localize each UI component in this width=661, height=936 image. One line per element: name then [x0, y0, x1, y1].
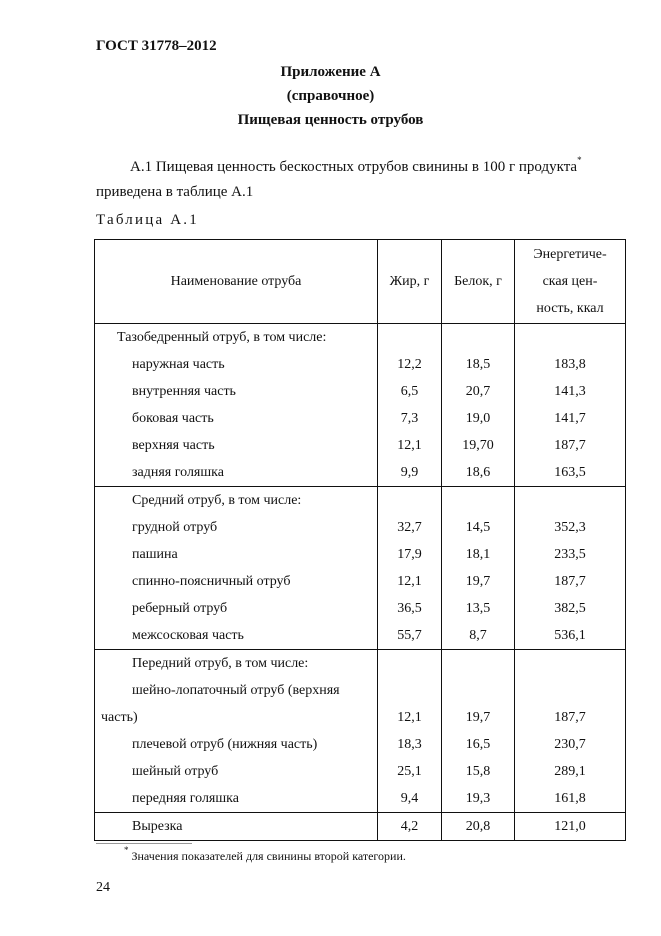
energy-value: 536,1 [515, 622, 626, 650]
header-energy-line-3: ность, ккал [536, 301, 604, 316]
protein-value: 19,70 [442, 432, 515, 459]
fat-value: 9,4 [378, 785, 442, 813]
energy-value: 187,7 [515, 704, 626, 731]
table-row [95, 758, 626, 785]
group-title-row [95, 487, 626, 515]
appendix-note: (справочное) [286, 88, 375, 104]
nutrition-table [94, 239, 626, 841]
protein-value: 19,3 [442, 785, 515, 813]
table-header-row [95, 240, 626, 324]
footnote-reference: * [577, 155, 582, 165]
cut-name: плечевой отруб (нижняя часть) [95, 731, 378, 758]
group-title-row [95, 324, 626, 352]
cut-name: Вырезка [95, 813, 378, 841]
cut-name: передняя голяшка [95, 785, 378, 813]
footnote-text: Значения показателей для свинины второй категории. [131, 849, 406, 863]
protein-value: 16,5 [442, 731, 515, 758]
table-row [95, 731, 626, 758]
protein-value: 19,7 [442, 704, 515, 731]
footnote [124, 847, 406, 864]
protein-value: 20,8 [442, 813, 515, 841]
group-title-row [95, 650, 626, 678]
group-tenderloin [95, 813, 626, 841]
cut-name: верхняя часть [95, 432, 378, 459]
group-hind [95, 324, 626, 487]
table-row [95, 459, 626, 487]
cut-name: задняя голяшка [95, 459, 378, 487]
fat-value: 25,1 [378, 758, 442, 785]
fat-value: 12,2 [378, 351, 442, 378]
fat-value: 17,9 [378, 541, 442, 568]
fat-value: 4,2 [378, 813, 442, 841]
appendix-title: Пищевая ценность отрубов [237, 112, 424, 128]
document-code: ГОСТ 31778–2012 [96, 38, 217, 54]
cut-name: реберный отруб [95, 595, 378, 622]
paragraph-text: А.1 Пищевая ценность бескостных отрубов свинины в 100 г продукта [130, 159, 578, 175]
table-row [95, 514, 626, 541]
cut-name: шейный отруб [95, 758, 378, 785]
group-middle [95, 487, 626, 650]
cut-name: спинно-поясничный отруб [95, 568, 378, 595]
energy-value: 161,8 [515, 785, 626, 813]
fat-value: 12,1 [378, 432, 442, 459]
table-row [95, 405, 626, 432]
fat-value: 7,3 [378, 405, 442, 432]
protein-value: 20,7 [442, 378, 515, 405]
energy-value: 187,7 [515, 432, 626, 459]
energy-value: 121,0 [515, 813, 626, 841]
footnote-mark: * [124, 845, 129, 855]
table-row [95, 432, 626, 459]
cut-name: грудной отруб [95, 514, 378, 541]
group-title: Средний отруб, в том числе: [95, 487, 378, 515]
fat-value: 32,7 [378, 514, 442, 541]
table-caption: Таблица А.1 [96, 212, 199, 228]
protein-value: 19,7 [442, 568, 515, 595]
energy-value: 289,1 [515, 758, 626, 785]
group-title: Тазобедренный отруб, в том числе: [95, 324, 378, 352]
appendix-label: Приложение А [280, 64, 381, 80]
group-title: Передний отруб, в том числе: [95, 650, 378, 678]
header-energy [515, 240, 626, 324]
group-front [95, 650, 626, 813]
table-row [95, 813, 626, 841]
protein-value: 18,1 [442, 541, 515, 568]
protein-value: 15,8 [442, 758, 515, 785]
cut-name: межсосковая часть [95, 622, 378, 650]
page-number: 24 [96, 880, 110, 895]
fat-value: 18,3 [378, 731, 442, 758]
footnote-divider [96, 843, 192, 844]
fat-value: 9,9 [378, 459, 442, 487]
paragraph-line-1 [130, 157, 582, 176]
energy-value: 141,3 [515, 378, 626, 405]
cut-name: наружная часть [95, 351, 378, 378]
protein-value: 13,5 [442, 595, 515, 622]
table-row [95, 622, 626, 650]
fat-value: 36,5 [378, 595, 442, 622]
energy-value: 233,5 [515, 541, 626, 568]
fat-value: 12,1 [378, 704, 442, 731]
table-row [95, 351, 626, 378]
protein-value: 14,5 [442, 514, 515, 541]
protein-value: 19,0 [442, 405, 515, 432]
energy-value: 352,3 [515, 514, 626, 541]
cut-name: внутренняя часть [95, 378, 378, 405]
cut-name: пашина [95, 541, 378, 568]
table-row-wrapped-first [95, 677, 626, 704]
energy-value: 163,5 [515, 459, 626, 487]
protein-value: 8,7 [442, 622, 515, 650]
header-fat: Жир, г [378, 240, 442, 324]
fat-value: 55,7 [378, 622, 442, 650]
table-row [95, 595, 626, 622]
cut-name-line-1: шейно-лопаточный отруб (верхняя [95, 677, 378, 704]
header-energy-line-1: Энергетиче- [533, 247, 607, 262]
paragraph-line-2: приведена в таблице А.1 [96, 184, 254, 200]
header-protein: Белок, г [442, 240, 515, 324]
fat-value: 6,5 [378, 378, 442, 405]
table-row [95, 378, 626, 405]
table-row [95, 568, 626, 595]
table-row [95, 704, 626, 731]
protein-value: 18,5 [442, 351, 515, 378]
cut-name-line-2: часть) [95, 704, 378, 731]
energy-value: 230,7 [515, 731, 626, 758]
fat-value: 12,1 [378, 568, 442, 595]
energy-value: 382,5 [515, 595, 626, 622]
energy-value: 183,8 [515, 351, 626, 378]
protein-value: 18,6 [442, 459, 515, 487]
header-energy-line-2: ская цен- [542, 274, 598, 289]
header-cut-name: Наименование отруба [95, 240, 378, 324]
table-row [95, 541, 626, 568]
energy-value: 141,7 [515, 405, 626, 432]
cut-name: боковая часть [95, 405, 378, 432]
table-row [95, 785, 626, 813]
energy-value: 187,7 [515, 568, 626, 595]
